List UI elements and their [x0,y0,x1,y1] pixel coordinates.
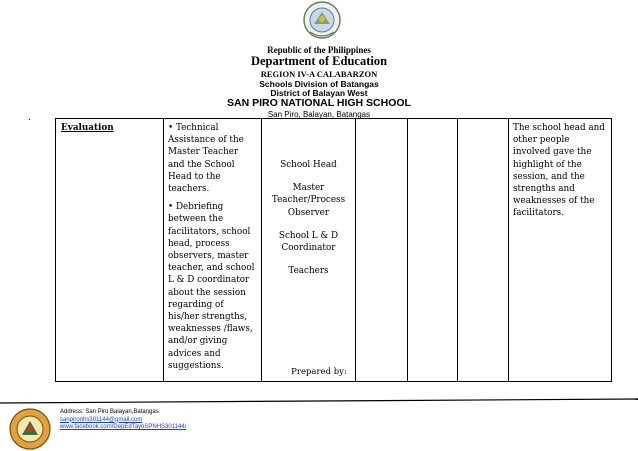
deped-seal-icon [302,0,342,42]
footer-divider [0,398,638,404]
prepared-by-label: Prepared by: [291,367,347,377]
activity-item: • Technical Assistance of the Master Teacher and the School Head to the teachers. [168,123,244,195]
person-item: School Head [280,160,337,170]
persons-cell [262,119,356,382]
header-division: Schools Division of Batangas [259,79,379,89]
person-item: Teachers [288,266,329,277]
activity-item: • Debriefing between the facilitators, school head, process observers, master teacher, and school L & D coordinator about the session regarding of his/her strengths, weaknesses /flaws, and/or giving advices and suggestions. [168,202,255,371]
table-row [56,119,612,382]
outcome-cell: The school head and other people involved gave the highlight of the session, and the strengths and weaknesses of the facilitators. [509,119,612,382]
empty-cell [408,119,458,382]
person-item: School L & D Coordinator [278,230,339,254]
header-republic: Republic of the Philippines [267,45,371,55]
stray-mark: . [28,113,31,123]
footer-facebook-link[interactable]: www.facebook.com/DepEdTayoSPNHS301144/ [60,424,187,430]
activities-cell [164,119,262,382]
header-district: District of Balayan West [270,88,368,98]
empty-cell [356,119,408,382]
footer-contact [60,409,186,432]
person-item: Master Teacher/Process Observer [271,183,346,218]
school-logo-icon [8,407,52,451]
plan-table [55,118,612,382]
header-region: REGION IV-A CALABARZON [260,69,378,79]
footer-email-link[interactable]: sanpironhs301144@gmail.com [60,416,143,423]
phase-cell: Evaluation [56,119,164,382]
footer-address: Address: San Piro Balayan,Batangas [60,409,159,415]
header-department: Department of Education [250,54,388,68]
header-school-address: San Piro, Balayan, Batangas [267,110,371,119]
empty-cell [458,119,509,382]
header-school-name: SAN PIRO NATIONAL HIGH SCHOOL [227,97,411,109]
